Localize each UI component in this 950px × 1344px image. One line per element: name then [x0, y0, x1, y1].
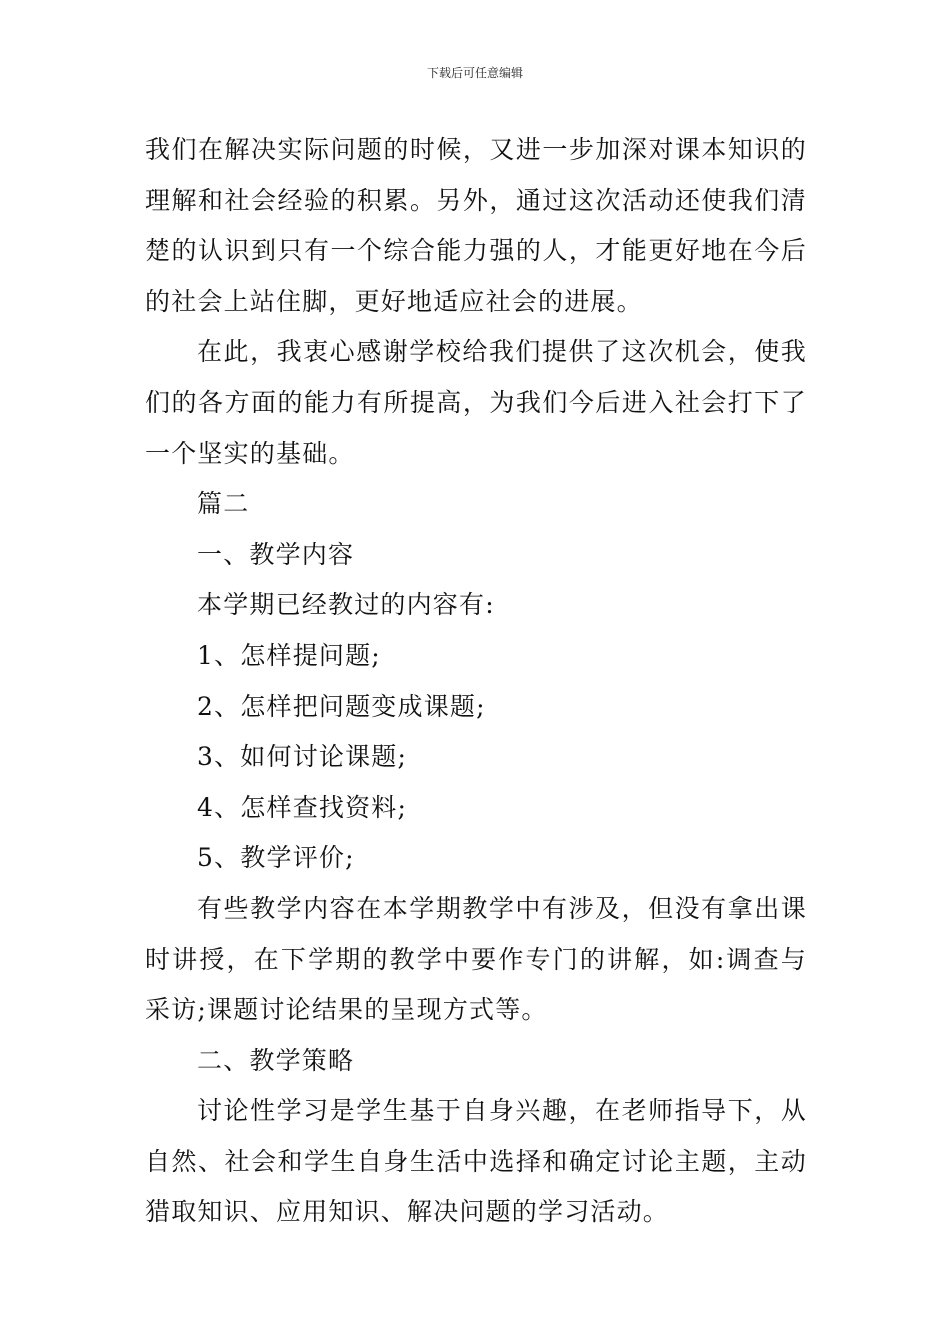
- paragraph-future-content: 有些教学内容在本学期教学中有涉及，但没有拿出课时讲授，在下学期的教学中要作专门的讲解，如:调查与采访;课题讨论结果的呈现方式等。: [145, 893, 807, 1025]
- heading-teaching-strategy: 二、教学策略: [197, 1045, 355, 1075]
- page-header: 下载后可任意编辑: [426, 66, 523, 80]
- paragraph-content-intro: 本学期已经教过的内容有:: [197, 590, 495, 620]
- paragraph-thanks: 在此，我衷心感谢学校给我们提供了这次机会，使我们的各方面的能力有所提高，为我们今后进入社会打下了一个坚实的基础。: [145, 337, 807, 468]
- paragraph-continuation: 我们在解决实际问题的时候，又进一步加深对课本知识的理解和社会经验的积累。另外，通过这次活动还使我们清楚的认识到只有一个综合能力强的人，才能更好地在今后的社会上站住脚，更好地适应社会的进展。: [145, 135, 807, 316]
- heading-teaching-content: 一、教学内容: [197, 539, 355, 569]
- list-item: 2、怎样把问题变成课题;: [197, 691, 486, 721]
- list-item: 4、怎样查找资料;: [197, 792, 408, 822]
- document-body: [145, 125, 807, 1238]
- section-title-part-two: 篇二: [197, 489, 250, 519]
- paragraph-strategy: 讨论性学习是学生基于自身兴趣，在老师指导下，从自然、社会和学生自身生活中选择和确定讨论主题，主动猎取知识、应用知识、解决问题的学习活动。: [145, 1096, 807, 1227]
- list-item: 3、如何讨论课题;: [197, 742, 408, 772]
- list-item: 5、教学评价;: [197, 843, 355, 873]
- list-item: 1、怎样提问题;: [197, 640, 381, 670]
